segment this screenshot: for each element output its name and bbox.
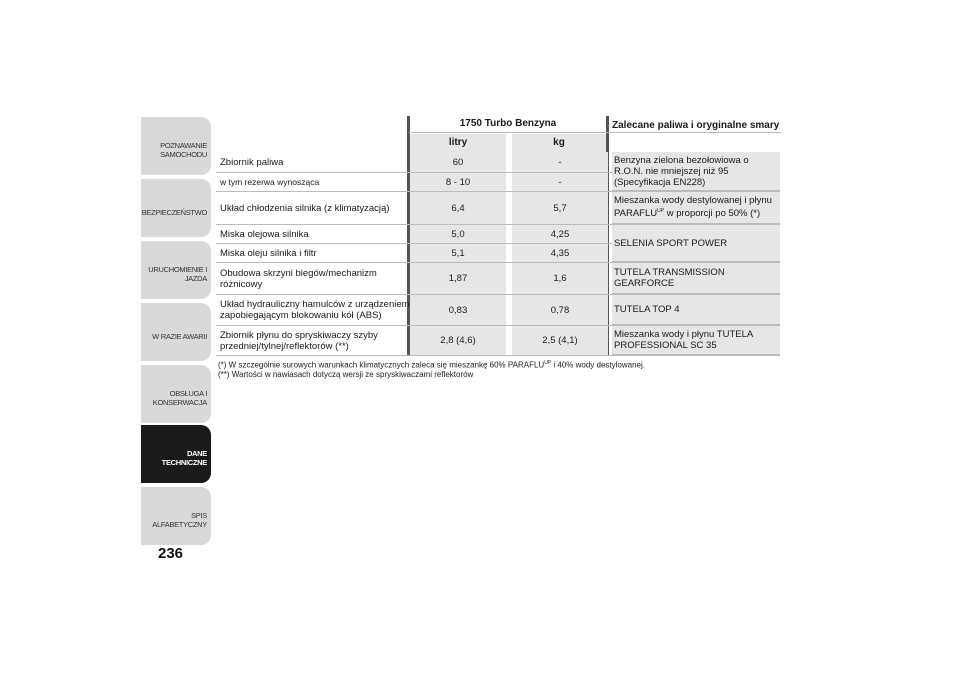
row-kg: 4,35 bbox=[512, 244, 608, 262]
row-label: w tym rezerwa wynosząca bbox=[220, 176, 320, 187]
recommendation-gearbox: TUTELA TRANSMISSION GEARFORCE bbox=[612, 263, 780, 294]
tab-label: URUCHOMIENIE I JAZDA bbox=[148, 265, 207, 283]
row-label: Zbiornik płynu do spryskiwaczy szyby przedniej/tylnej/reflektorów (**) bbox=[220, 329, 378, 352]
recommendation-coolant bbox=[612, 192, 780, 224]
row-label: Zbiornik paliwa bbox=[220, 156, 284, 168]
row-litry: 6,4 bbox=[410, 192, 506, 224]
tab-label: OBSŁUGA I KONSERWACJA bbox=[152, 389, 207, 407]
row-label: Miska oleju silnika i filtr bbox=[220, 247, 317, 259]
row-litry: 1,87 bbox=[410, 263, 506, 294]
coolant-text-a: Mieszanka wody destylowanej i płynu PARAFLU bbox=[614, 195, 772, 220]
header-divider bbox=[409, 132, 781, 133]
footnote-1-text-a: (*) W szczególnie surowych warunkach klimatycznych zaleca się mieszankę 60% PARAFLU bbox=[218, 360, 545, 370]
row-litry: 60 bbox=[410, 152, 506, 172]
footnote-2: (**) Wartości w nawiasach dotyczą wersji ze spryskiwaczami reflektorów bbox=[218, 370, 474, 379]
row-kg: 4,25 bbox=[512, 225, 608, 243]
row-kg: 5,7 bbox=[512, 192, 608, 224]
row-litry: 2,8 (4,6) bbox=[410, 326, 506, 355]
recommendation-washer: Mieszanka wody i płynu TUTELA PROFESSIONAL SC 35 bbox=[612, 326, 780, 355]
row-kg: 2,5 (4,1) bbox=[512, 326, 608, 355]
column-header-litry: litry bbox=[410, 134, 506, 152]
row-litry: 5,1 bbox=[410, 244, 506, 262]
footnote-1-superscript: UP bbox=[544, 360, 552, 366]
recommendation-coolant-text bbox=[614, 195, 778, 219]
row-label: Miska olejowa silnika bbox=[220, 228, 309, 240]
tab-spis-alfabetyczny[interactable] bbox=[141, 487, 211, 545]
coolant-superscript: UP bbox=[657, 208, 665, 215]
engine-header: 1750 Turbo Benzyna bbox=[459, 118, 557, 129]
row-label: Obudowa skrzyni biegów/mechanizm różnicowy bbox=[220, 267, 377, 290]
tab-label: W RAZIE AWARII bbox=[152, 331, 207, 341]
recommendations-header: Zalecane paliwa i oryginalne smary bbox=[612, 120, 780, 131]
tab-dane-techniczne[interactable] bbox=[141, 425, 211, 483]
tab-obsluga-i-konserwacja[interactable] bbox=[141, 365, 211, 423]
row-kg: 0,78 bbox=[512, 295, 608, 325]
tab-label: SPIS ALFABETYCZNY bbox=[152, 511, 207, 529]
row-kg: - bbox=[512, 173, 608, 191]
tab-poznawanie-samochodu[interactable] bbox=[141, 117, 211, 175]
footnote-1 bbox=[218, 358, 645, 371]
row-litry: 5,0 bbox=[410, 225, 506, 243]
footnote-1-text-b: i 40% wody destylowanej. bbox=[551, 360, 645, 370]
row-kg: - bbox=[512, 152, 608, 172]
recommendation-oil: SELENIA SPORT POWER bbox=[612, 225, 780, 262]
recommendation-fuel: Benzyna zielona bezołowiowa o R.O.N. nie mniejszej niż 95 (Specyfikacja EN228) bbox=[612, 152, 780, 191]
row-litry: 8 - 10 bbox=[410, 173, 506, 191]
recommendation-brakes: TUTELA TOP 4 bbox=[612, 295, 780, 325]
row-label: Układ hydrauliczny hamulców z urządzeniem zapobiegającym blokowaniu kół (ABS) bbox=[220, 299, 410, 321]
row-label: Układ chłodzenia silnika (z klimatyzacją) bbox=[220, 202, 390, 214]
page-number: 236 bbox=[158, 545, 184, 562]
row-kg: 1,6 bbox=[512, 263, 608, 294]
tab-label: POZNAWANIE SAMOCHODU bbox=[160, 141, 207, 159]
tab-bezpieczenstwo[interactable] bbox=[141, 179, 211, 237]
tab-uruchomienie-i-jazda[interactable] bbox=[141, 241, 211, 299]
coolant-text-b: w proporcji po 50% (*) bbox=[664, 208, 761, 220]
row-litry: 0,83 bbox=[410, 295, 506, 325]
tab-label: DANE TECHNICZNE bbox=[161, 449, 207, 467]
column-header-kg: kg bbox=[512, 134, 606, 152]
tab-label: BEZPIECZEŃSTWO bbox=[141, 207, 207, 217]
tab-w-razie-awarii[interactable] bbox=[141, 303, 211, 361]
